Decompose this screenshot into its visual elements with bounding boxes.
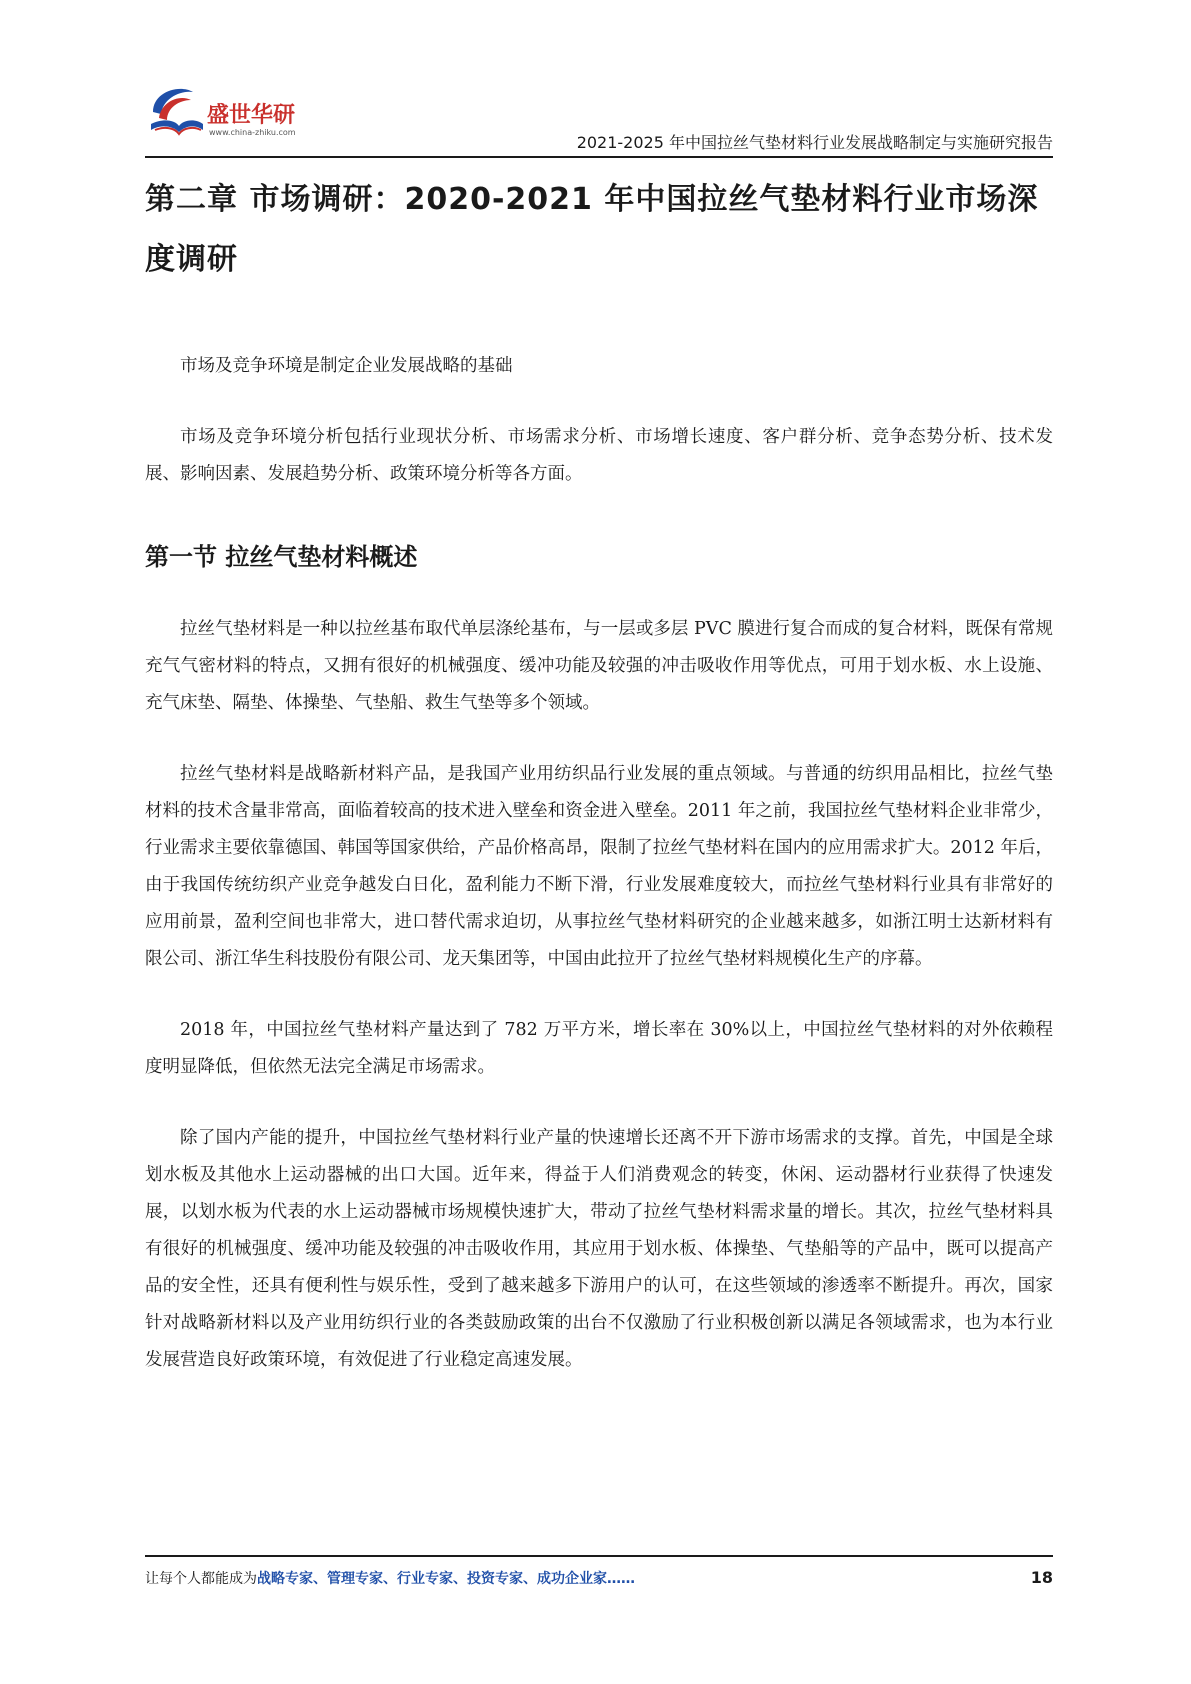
body-paragraph: 2018 年，中国拉丝气垫材料产量达到了 782 万平方米，增长率在 30%以上，中国拉丝气垫材料的对外依赖程度明显降低，但依然无法完全满足市场需求。 — [145, 1020, 1053, 1077]
page-content — [145, 170, 1053, 1379]
logo-url: www.china-zhiku.com — [209, 128, 296, 137]
footer-divider — [145, 1555, 1053, 1557]
logo-emblem-icon — [145, 78, 209, 142]
company-logo — [145, 78, 315, 148]
header-divider — [145, 156, 1053, 158]
page-footer — [145, 1568, 1053, 1598]
section-title: 第一节 拉丝气垫材料概述 — [145, 543, 418, 571]
intro-paragraph: 市场及竞争环境是制定企业发展战略的基础 — [180, 356, 513, 376]
page-number: 18 — [1030, 1568, 1053, 1587]
footer-slogan-lead: 让每个人都能成为 — [145, 1571, 257, 1587]
body-paragraph: 除了国内产能的提升，中国拉丝气垫材料行业产量的快速增长还离不开下游市场需求的支撑。首先，中国是全球划水板及其他水上运动器械的出口大国。近年来，得益于人们消费观念的转变，休闲、运动器材行业获得了快速发展，以划水板为代表的水上运动器械市场规模快速扩大，带动了拉丝气垫材料需求量的增长。其次，拉丝气垫材料具有很好的机械强度、缓冲功能及较强的冲击吸收作用，其应用于划水板、体操垫、气垫船等的产品中，既可以提高产品的安全性，还具有便利性与娱乐性，受到了越来越多下游用户的认可，在这些领域的渗透率不断提升。再次，国家针对战略新材料以及产业用纺织行业的各类鼓励政策的出台不仅激励了行业积极创新以满足各领域需求，也为本行业发展营造良好政策环境，有效促进了行业稳定高速发展。 — [145, 1128, 1053, 1370]
page-header — [145, 78, 1053, 158]
report-title: 2021-2025 年中国拉丝气垫材料行业发展战略制定与实施研究报告 — [576, 133, 1053, 152]
body-paragraph: 拉丝气垫材料是战略新材料产品，是我国产业用纺织品行业发展的重点领域。与普通的纺织用品相比，拉丝气垫材料的技术含量非常高，面临着较高的技术进入壁垒和资金进入壁垒。2011 年之前，我国拉丝气垫材料企业非常少，行业需求主要依靠德国、韩国等国家供给，产品价格高昂，限制了拉丝气垫材料在国内的应用需求扩大。2012 年后，由于我国传统纺织产业竞争越发白日化，盈利能力不断下滑，行业发展难度较大，而拉丝气垫材料行业具有非常好的应用前景，盈利空间也非常大，进口替代需求迫切，从事拉丝气垫材料研究的企业越来越多，如浙江明士达新材料有限公司、浙江华生科技股份有限公司、龙天集团等，中国由此拉开了拉丝气垫材料规模化生产的序幕。 — [145, 764, 1053, 969]
logo-name: 盛世华研 — [207, 103, 296, 128]
footer-slogan-roles: 战略专家、管理专家、行业专家、投资专家、成功企业家…… — [257, 1571, 635, 1587]
intro-paragraph: 市场及竞争环境分析包括行业现状分析、市场需求分析、市场增长速度、客户群分析、竞争态势分析、技术发展、影响因素、发展趋势分析、政策环境分析等各方面。 — [145, 427, 1053, 484]
chapter-title: 第二章 市场调研：2020-2021 年中国拉丝气垫材料行业市场深度调研 — [145, 182, 1039, 277]
body-paragraph: 拉丝气垫材料是一种以拉丝基布取代单层涤纶基布，与一层或多层 PVC 膜进行复合而成的复合材料，既保有常规充气气密材料的特点，又拥有很好的机械强度、缓冲功能及较强的冲击吸收作用等优点，可用于划水板、水上设施、充气床垫、隔垫、体操垫、气垫船、救生气垫等多个领域。 — [145, 619, 1053, 713]
